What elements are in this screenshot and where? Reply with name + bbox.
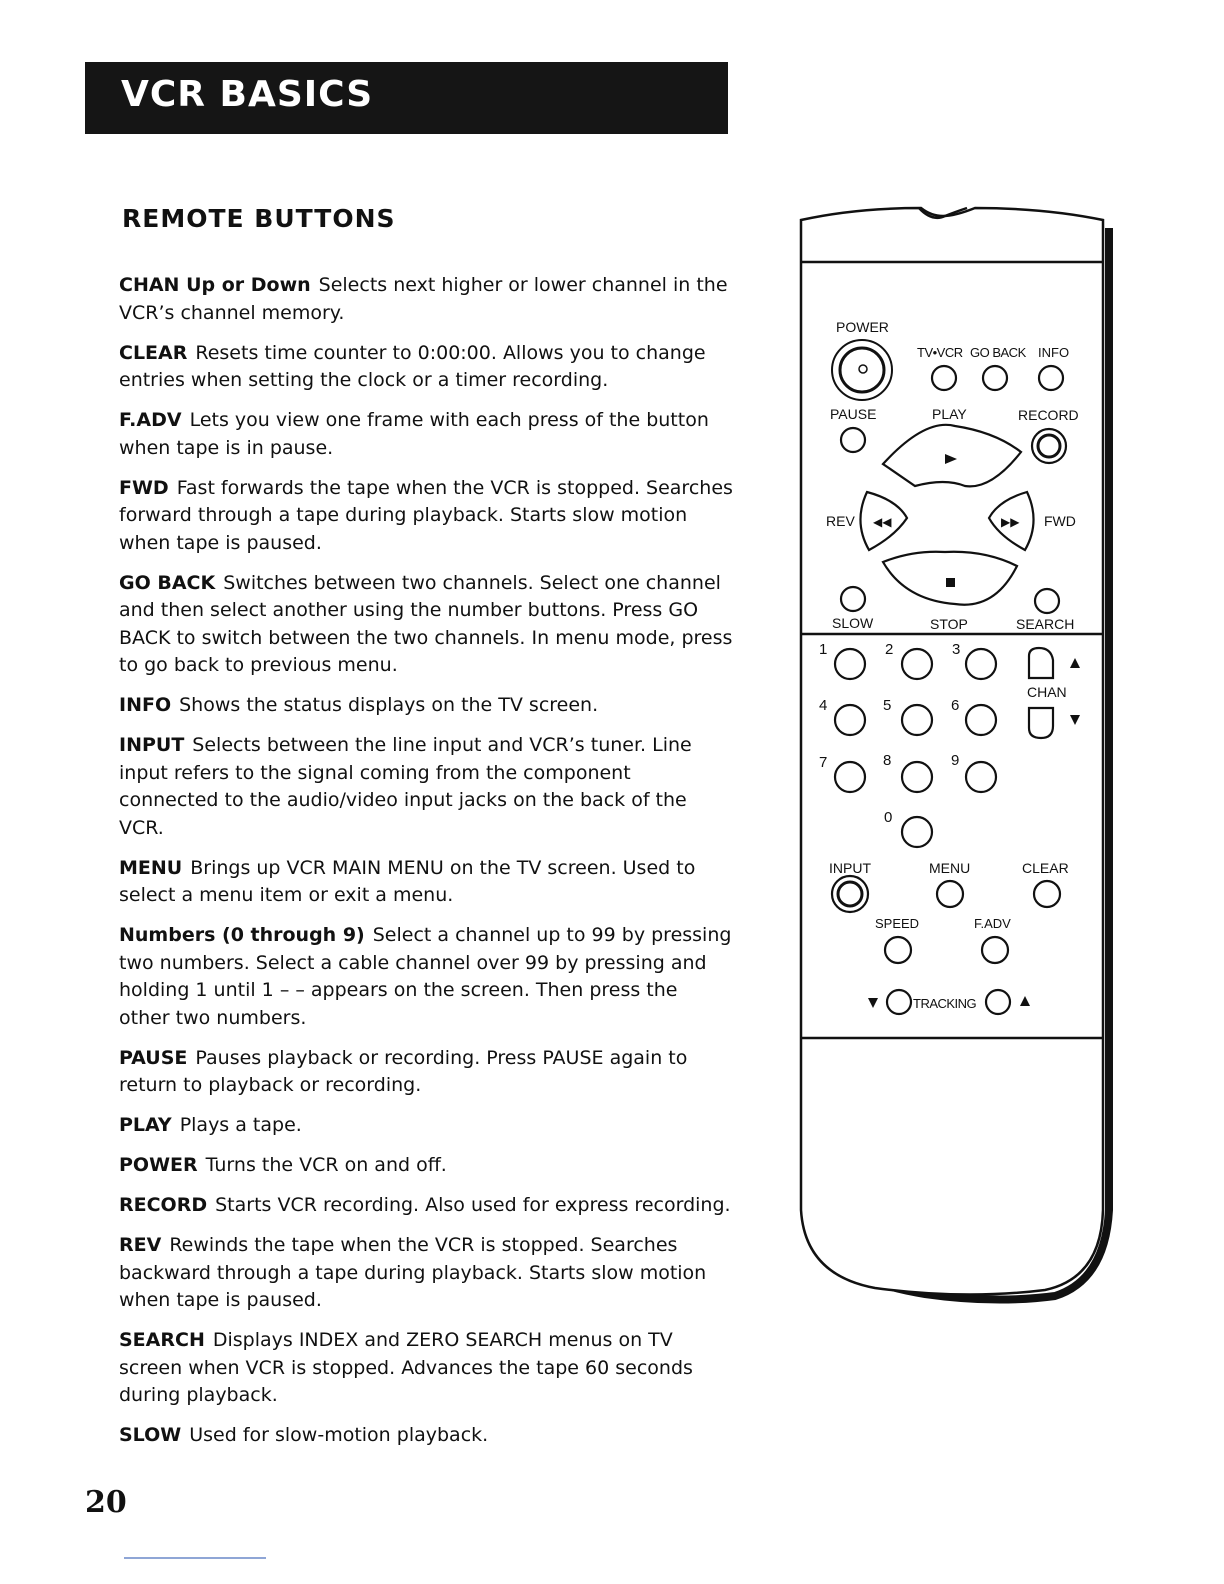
remote-illustration	[795, 200, 1125, 1310]
section-title: REMOTE BUTTONS	[122, 204, 396, 233]
entry-desc: Selects next higher or lower channel in the VCR’s channel memory.	[119, 274, 728, 324]
speed-label: SPEED	[875, 916, 920, 931]
stop-icon	[946, 578, 955, 587]
entry-fwd	[119, 475, 734, 558]
input-label: INPUT	[829, 860, 871, 876]
entry-clear	[119, 340, 734, 395]
entry-term: GO BACK	[119, 571, 216, 594]
entry-term: SEARCH	[119, 1329, 205, 1351]
entry-record	[119, 1192, 734, 1220]
entry-desc: Fast forwards the tape when the VCR is stopped. Searches forward through a tape during playback. Starts slow motion when tape is paused.	[119, 476, 733, 554]
entry-search	[119, 1327, 734, 1410]
pause-label: PAUSE	[830, 406, 877, 422]
search-label: SEARCH	[1016, 616, 1075, 632]
entry-desc: Lets you view one frame with each press of the button when tape is in pause.	[119, 409, 709, 459]
entry-chan	[119, 272, 734, 327]
entry-input	[119, 732, 734, 842]
entry-desc: Brings up VCR MAIN MENU on the TV screen. Used to select a menu item or exit a menu.	[119, 856, 696, 906]
number-label-3: 3	[952, 641, 961, 658]
entry-term: MENU	[119, 856, 183, 879]
entry-desc: Rewinds the tape when the VCR is stopped. Searches backward through a tape during playback. Starts slow motion when tape is paused.	[119, 1234, 707, 1311]
number-label-9: 9	[951, 752, 960, 769]
entry-fadv	[119, 407, 734, 462]
header-title: VCR BASICS	[121, 74, 374, 115]
number-label-4: 4	[819, 697, 828, 714]
entry-numbers	[119, 922, 734, 1032]
entry-go-back	[119, 570, 734, 680]
footer-divider	[124, 1557, 266, 1559]
entry-desc: Turns the VCR on and off.	[205, 1154, 447, 1176]
rev-label: REV	[826, 513, 855, 529]
rewind-icon: ◀◀	[873, 515, 892, 529]
entry-pause	[119, 1045, 734, 1100]
go-back-label: GO BACK	[970, 345, 1026, 360]
number-label-5: 5	[883, 697, 892, 714]
entry-desc: Shows the status displays on the TV screen.	[179, 694, 599, 716]
slow-label: SLOW	[832, 615, 874, 631]
fwd-label: FWD	[1044, 513, 1076, 529]
entry-desc: Displays INDEX and ZERO SEARCH menus on TV screen when VCR is stopped. Advances the tape 60 seconds during playback.	[119, 1329, 693, 1406]
clear-label: CLEAR	[1022, 860, 1069, 876]
entry-term: Numbers (0 through 9)	[119, 924, 365, 946]
entry-rev	[119, 1232, 734, 1315]
header-bar	[85, 62, 728, 134]
menu-label: MENU	[929, 860, 971, 876]
entry-desc: Starts VCR recording. Also used for express recording.	[215, 1194, 731, 1216]
record-label: RECORD	[1018, 407, 1079, 423]
entry-term: F.ADV	[119, 409, 182, 431]
entry-desc: Select a channel up to 99 by pressing two numbers. Select a cable channel over 99 by pressing and holding 1 until 1 – – appears on the screen. Then press the other two numbers.	[119, 924, 732, 1029]
number-label-6: 6	[951, 697, 960, 714]
number-label-7: 7	[819, 754, 828, 771]
power-label: POWER	[836, 319, 889, 335]
fast-forward-icon: ▶▶	[1001, 515, 1020, 529]
entry-desc: Resets time counter to 0:00:00. Allows you to change entries when setting the clock or a timer recording.	[119, 341, 706, 391]
stop-label: STOP	[930, 616, 968, 632]
entry-term: CLEAR	[119, 341, 188, 364]
info-label: INFO	[1038, 345, 1070, 360]
entry-term: CHAN Up or Down	[119, 274, 311, 296]
entry-term: RECORD	[119, 1194, 208, 1216]
chan-label: CHAN	[1027, 684, 1067, 700]
number-label-0: 0	[884, 809, 893, 826]
number-label-1: 1	[819, 641, 828, 658]
entry-term: PLAY	[119, 1114, 172, 1136]
entry-desc: Switches between two channels. Select one channel and then select another using the number buttons. Press GO BACK to switch between the two channels. In menu mode, press to go back to previous menu.	[119, 571, 733, 676]
entry-desc: Plays a tape.	[179, 1114, 302, 1136]
entry-term: INFO	[119, 694, 172, 716]
entry-term: REV	[119, 1234, 162, 1256]
entry-term: FWD	[119, 476, 169, 499]
entry-desc: Selects between the line input and VCR’s tuner. Line input refers to the signal coming from the component connected to the audio/video input jacks on the back of the VCR.	[119, 734, 692, 839]
tv-vcr-label: TV•VCR	[917, 345, 963, 360]
tracking-label: TRACKING	[913, 996, 977, 1011]
number-label-2: 2	[885, 641, 894, 658]
entry-term: SLOW	[119, 1424, 182, 1446]
entry-info	[119, 692, 734, 720]
entry-term: POWER	[119, 1154, 198, 1176]
button-descriptions	[119, 272, 734, 1462]
page-number: 20	[85, 1485, 127, 1520]
entry-term: PAUSE	[119, 1046, 188, 1069]
play-label: PLAY	[932, 406, 967, 422]
remote-drawing	[795, 200, 1125, 1310]
entry-slow	[119, 1422, 734, 1450]
entry-term: INPUT	[119, 734, 185, 756]
number-label-8: 8	[883, 752, 892, 769]
fadv-label: F.ADV	[974, 916, 1011, 931]
entry-play	[119, 1112, 734, 1140]
entry-menu	[119, 855, 734, 910]
entry-desc: Used for slow-motion playback.	[189, 1424, 489, 1446]
entry-power	[119, 1152, 734, 1180]
entry-desc: Pauses playback or recording. Press PAUSE again to return to playback or recording.	[119, 1046, 688, 1096]
